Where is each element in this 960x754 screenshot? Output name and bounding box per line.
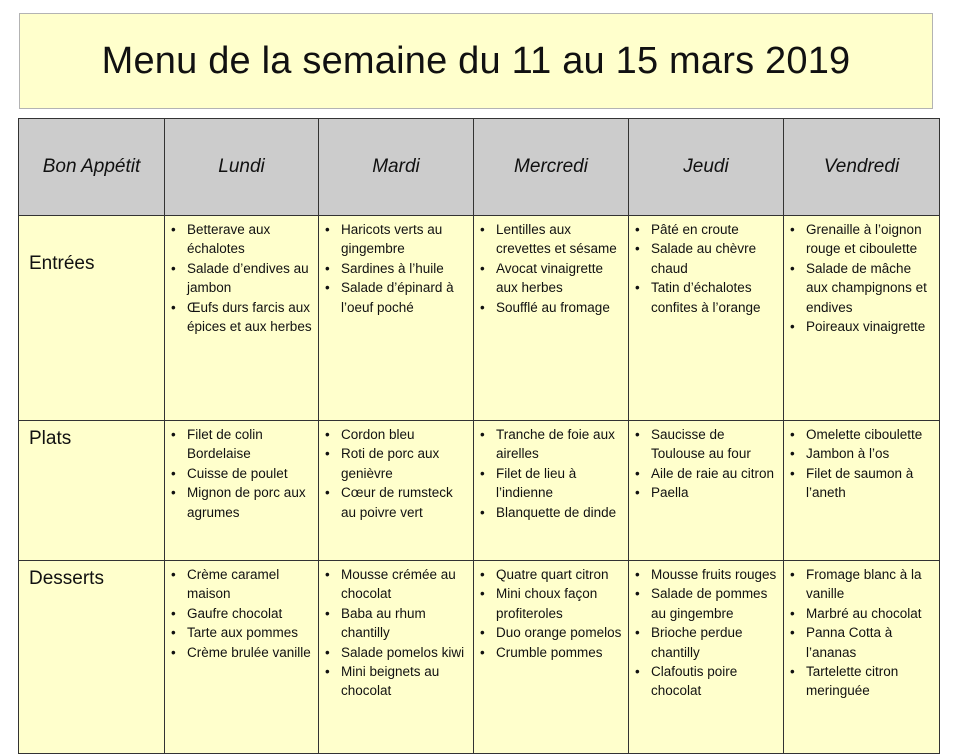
dish-list: [319, 421, 473, 522]
dish-item: • Mini choux façon profiteroles: [480, 584, 624, 623]
dish-item: • Lentilles aux crevettes et sésame: [480, 220, 624, 259]
header-day-lundi: Lundi: [165, 119, 319, 216]
dish-item: • Avocat vinaigrette aux herbes: [480, 259, 624, 298]
dish-item: • Mini beignets au chocolat: [325, 662, 469, 701]
dish-item: • Clafoutis poire chocolat: [635, 662, 779, 701]
dish-item: • Cordon bleu: [325, 425, 469, 444]
dish-list: [784, 216, 939, 336]
page-title: Menu de la semaine du 11 au 15 mars 2019: [101, 39, 851, 82]
dish-item: • Grenaille à l’oignon rouge et ciboulette: [790, 220, 935, 259]
dish-item: • Salade pomelos kiwi: [325, 643, 469, 662]
dish-item: • Filet de saumon à l’aneth: [790, 464, 935, 503]
dish-list: [784, 561, 939, 701]
dish-item: • Cuisse de poulet: [171, 464, 314, 483]
menu-cell-entrees-mardi: [319, 216, 474, 421]
menu-cell-entrees-jeudi: [629, 216, 784, 421]
row-label-desserts: Desserts: [19, 561, 165, 754]
dish-item: • Salade d’endives au jambon: [171, 259, 314, 298]
dish-list: [474, 421, 628, 522]
dish-list: [629, 421, 783, 503]
weekly-menu-table: [18, 118, 940, 754]
menu-cell-plats-mardi: [319, 421, 474, 561]
dish-item: • Tatin d’échalotes confites à l’orange: [635, 278, 779, 317]
header-day-mardi: Mardi: [319, 119, 474, 216]
dish-item: • Soufflé au fromage: [480, 298, 624, 317]
dish-item: • Baba au rhum chantilly: [325, 604, 469, 643]
dish-item: • Duo orange pomelos: [480, 623, 624, 642]
dish-list: [474, 561, 628, 662]
table-row-entrees: [19, 216, 940, 421]
dish-list: [784, 421, 939, 503]
dish-item: • Pâté en croute: [635, 220, 779, 239]
menu-cell-desserts-vendredi: [784, 561, 940, 754]
dish-list: [319, 561, 473, 701]
dish-item: • Crème caramel maison: [171, 565, 314, 604]
dish-list: [319, 216, 473, 317]
menu-cell-desserts-lundi: [165, 561, 319, 754]
row-label-entrees: Entrées: [19, 216, 165, 421]
dish-item: • Mousse crémée au chocolat: [325, 565, 469, 604]
header-day-jeudi: Jeudi: [629, 119, 784, 216]
dish-item: • Brioche perdue chantilly: [635, 623, 779, 662]
header-row: [19, 119, 940, 216]
menu-cell-entrees-vendredi: [784, 216, 940, 421]
dish-item: • Tarte aux pommes: [171, 623, 314, 642]
dish-item: • Filet de colin Bordelaise: [171, 425, 314, 464]
dish-list: [165, 561, 318, 662]
menu-cell-plats-jeudi: [629, 421, 784, 561]
dish-item: • Betterave aux échalotes: [171, 220, 314, 259]
dish-item: • Crème brulée vanille: [171, 643, 314, 662]
dish-item: • Panna Cotta à l’ananas: [790, 623, 935, 662]
header-corner: Bon Appétit: [19, 119, 165, 216]
menu-cell-entrees-lundi: [165, 216, 319, 421]
dish-item: • Saucisse de Toulouse au four: [635, 425, 779, 464]
dish-list: [629, 561, 783, 701]
menu-cell-plats-lundi: [165, 421, 319, 561]
dish-item: • Tranche de foie aux airelles: [480, 425, 624, 464]
dish-item: • Salade de pommes au gingembre: [635, 584, 779, 623]
dish-list: [165, 421, 318, 522]
dish-item: • Mousse fruits rouges: [635, 565, 779, 584]
menu-cell-desserts-jeudi: [629, 561, 784, 754]
dish-item: • Crumble pommes: [480, 643, 624, 662]
row-label-plats: Plats: [19, 421, 165, 561]
dish-item: • Poireaux vinaigrette: [790, 317, 935, 336]
dish-item: • Tartelette citron meringuée: [790, 662, 935, 701]
menu-cell-desserts-mardi: [319, 561, 474, 754]
dish-item: • Salade au chèvre chaud: [635, 239, 779, 278]
dish-item: • Cœur de rumsteck au poivre vert: [325, 483, 469, 522]
dish-item: • Aile de raie au citron: [635, 464, 779, 483]
menu-cell-desserts-mercredi: [474, 561, 629, 754]
dish-item: • Marbré au chocolat: [790, 604, 935, 623]
dish-item: • Quatre quart citron: [480, 565, 624, 584]
menu-cell-entrees-mercredi: [474, 216, 629, 421]
header-day-mercredi: Mercredi: [474, 119, 629, 216]
dish-list: [474, 216, 628, 317]
dish-item: • Fromage blanc à la vanille: [790, 565, 935, 604]
dish-item: • Haricots verts au gingembre: [325, 220, 469, 259]
dish-item: • Jambon à l’os: [790, 444, 935, 463]
dish-item: • Salade d’épinard à l’oeuf poché: [325, 278, 469, 317]
dish-item: • Gaufre chocolat: [171, 604, 314, 623]
title-banner: [19, 13, 933, 109]
dish-list: [629, 216, 783, 317]
header-day-vendredi: Vendredi: [784, 119, 940, 216]
table-row-plats: [19, 421, 940, 561]
dish-item: • Salade de mâche aux champignons et endives: [790, 259, 935, 317]
dish-item: • Mignon de porc aux agrumes: [171, 483, 314, 522]
dish-item: • Sardines à l’huile: [325, 259, 469, 278]
dish-list: [165, 216, 318, 336]
dish-item: • Blanquette de dinde: [480, 503, 624, 522]
menu-cell-plats-mercredi: [474, 421, 629, 561]
dish-item: • Paella: [635, 483, 779, 502]
dish-item: • Œufs durs farcis aux épices et aux herbes: [171, 298, 314, 337]
dish-item: • Omelette ciboulette: [790, 425, 935, 444]
table-row-desserts: [19, 561, 940, 754]
dish-item: • Filet de lieu à l’indienne: [480, 464, 624, 503]
dish-item: • Roti de porc aux genièvre: [325, 444, 469, 483]
menu-cell-plats-vendredi: [784, 421, 940, 561]
